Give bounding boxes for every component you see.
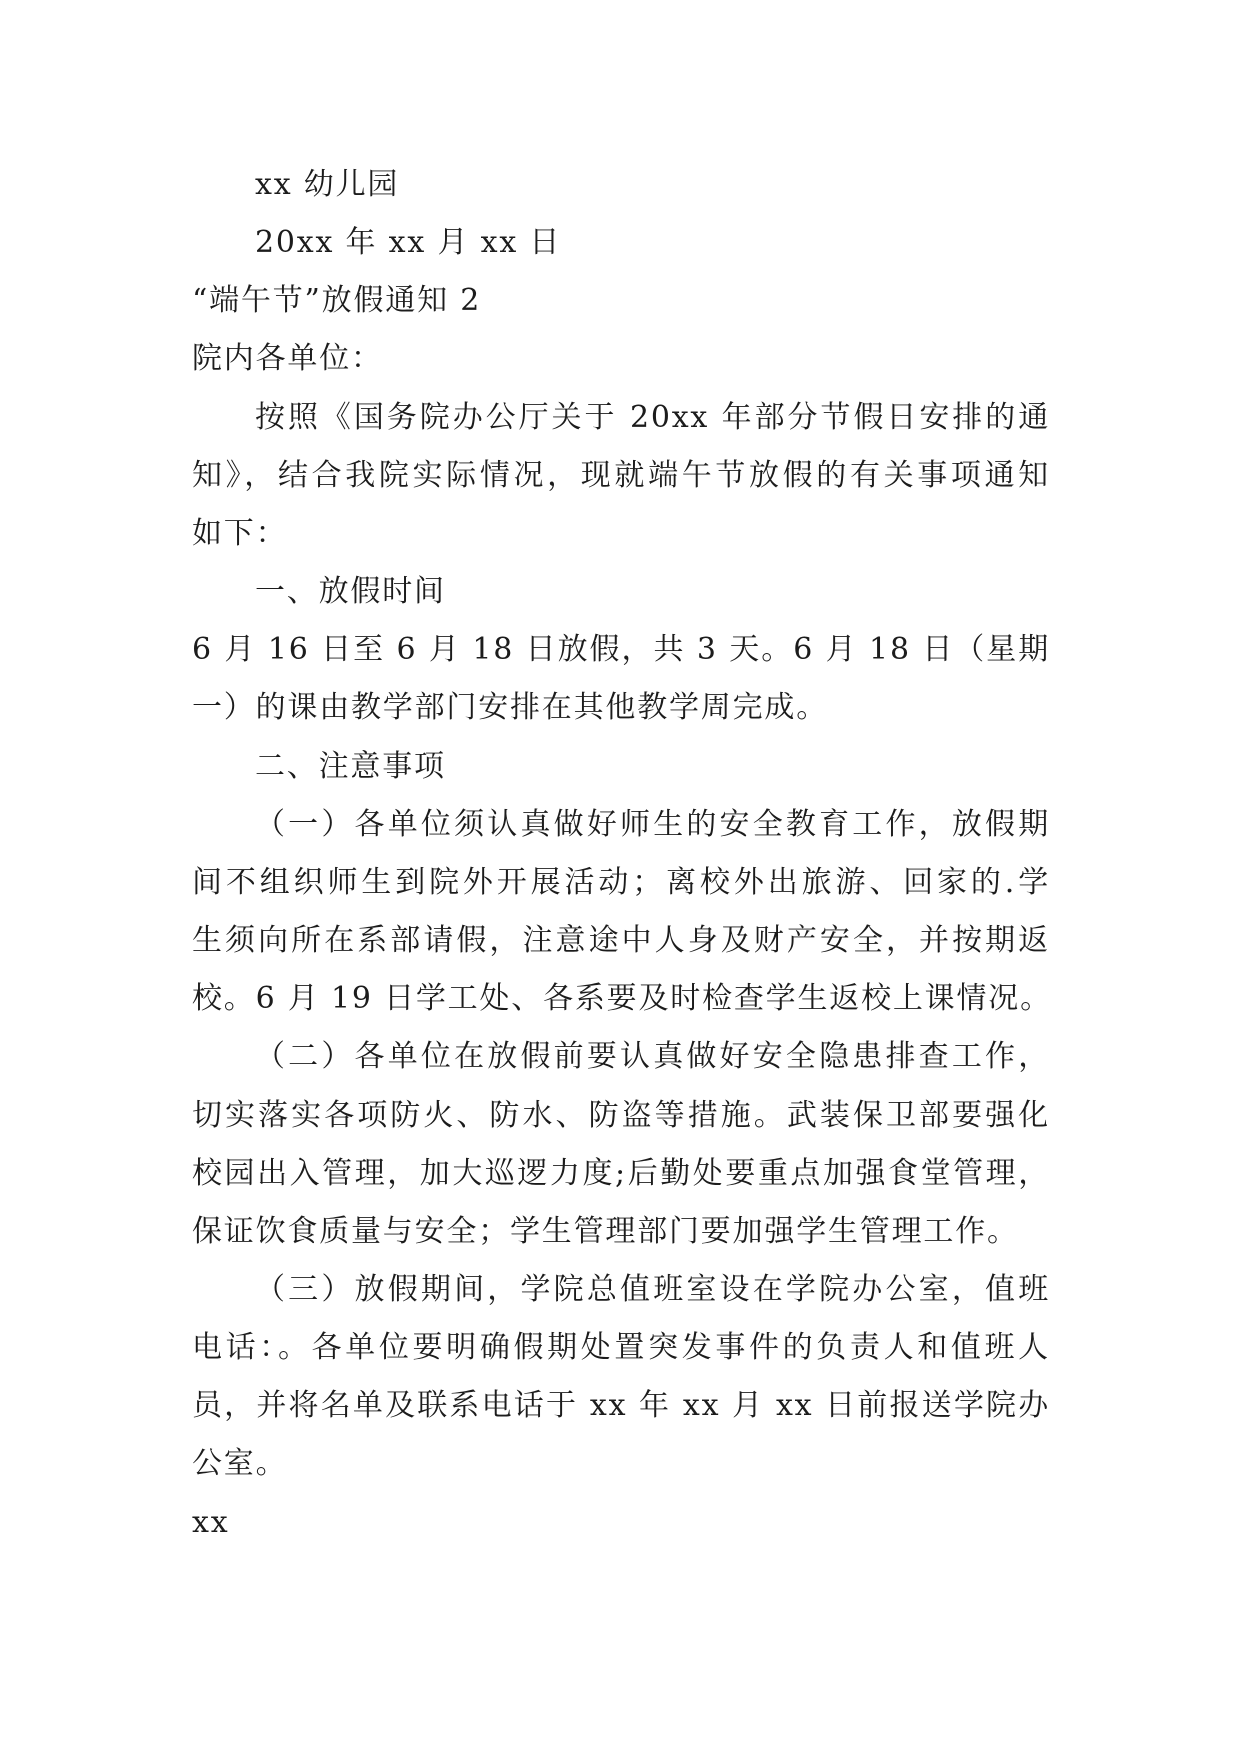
paragraph-line: 校园出入管理，加大巡逻力度;后勤处要重点加强食堂管理， [192, 1155, 1050, 1191]
paragraph-line: 按照《国务院办公厅关于 20xx 年部分节假日安排的通 [255, 399, 1050, 435]
closing-signature: xx [192, 1504, 230, 1540]
paragraph-line: 校。6 月 19 日学工处、各系要及时检查学生返校上课情况。 [192, 981, 1052, 1017]
section-heading: 二、注意事项 [255, 748, 446, 784]
paragraph-line: 知》，结合我院实际情况，现就端午节放假的有关事项通知 [192, 457, 1050, 493]
paragraph-holiday-time [192, 621, 1050, 737]
paragraph-intro [192, 389, 1050, 563]
paragraph-line: 电话：。各单位要明确假期处置突发事件的负责人和值班人 [192, 1330, 1050, 1366]
paragraph-note-2 [192, 1028, 1050, 1261]
notice-title: “端午节”放假通知 2 [192, 283, 482, 319]
section-heading-holiday-time [192, 563, 1050, 621]
paragraph-line: 一）的课由教学部门安排在其他教学周完成。 [192, 690, 828, 726]
paragraph-line: 间不组织师生到院外开展活动；离校外出旅游、回家的.学 [192, 864, 1050, 900]
section-heading: 一、放假时间 [255, 574, 446, 610]
paragraph-line: （三）放假期间，学院总值班室设在学院办公室，值班 [255, 1271, 1050, 1307]
document-page [192, 156, 1050, 1552]
paragraph-line: 保证饮食质量与安全；学生管理部门要加强学生管理工作。 [192, 1213, 1019, 1249]
salutation: 院内各单位： [192, 341, 383, 377]
paragraph-line: 6 月 16 日至 6 月 18 日放假，共 3 天。6 月 18 日（星期 [192, 632, 1050, 668]
paragraph-line: 如下： [192, 515, 288, 551]
section-heading-notes [192, 738, 1050, 796]
signature-organization: xx 幼儿园 [255, 167, 400, 202]
signature-date: 20xx 年 xx 月 xx 日 [255, 225, 562, 261]
paragraph-line: 切实落实各项防火、防水、防盗等措施。武装保卫部要强化 [192, 1097, 1050, 1133]
paragraph-note-1 [192, 796, 1050, 1029]
paragraph-note-3 [192, 1261, 1050, 1494]
paragraph-line: （二）各单位在放假前要认真做好安全隐患排查工作， [255, 1039, 1050, 1075]
paragraph-line: 员，并将名单及联系电话于 xx 年 xx 月 xx 日前报送学院办 [192, 1388, 1050, 1424]
paragraph-line: （一）各单位须认真做好师生的安全教育工作，放假期 [255, 806, 1050, 842]
paragraph-line: 生须向所在系部请假，注意途中人身及财产安全，并按期返 [192, 923, 1050, 959]
paragraph-line: 公室。 [192, 1446, 288, 1482]
